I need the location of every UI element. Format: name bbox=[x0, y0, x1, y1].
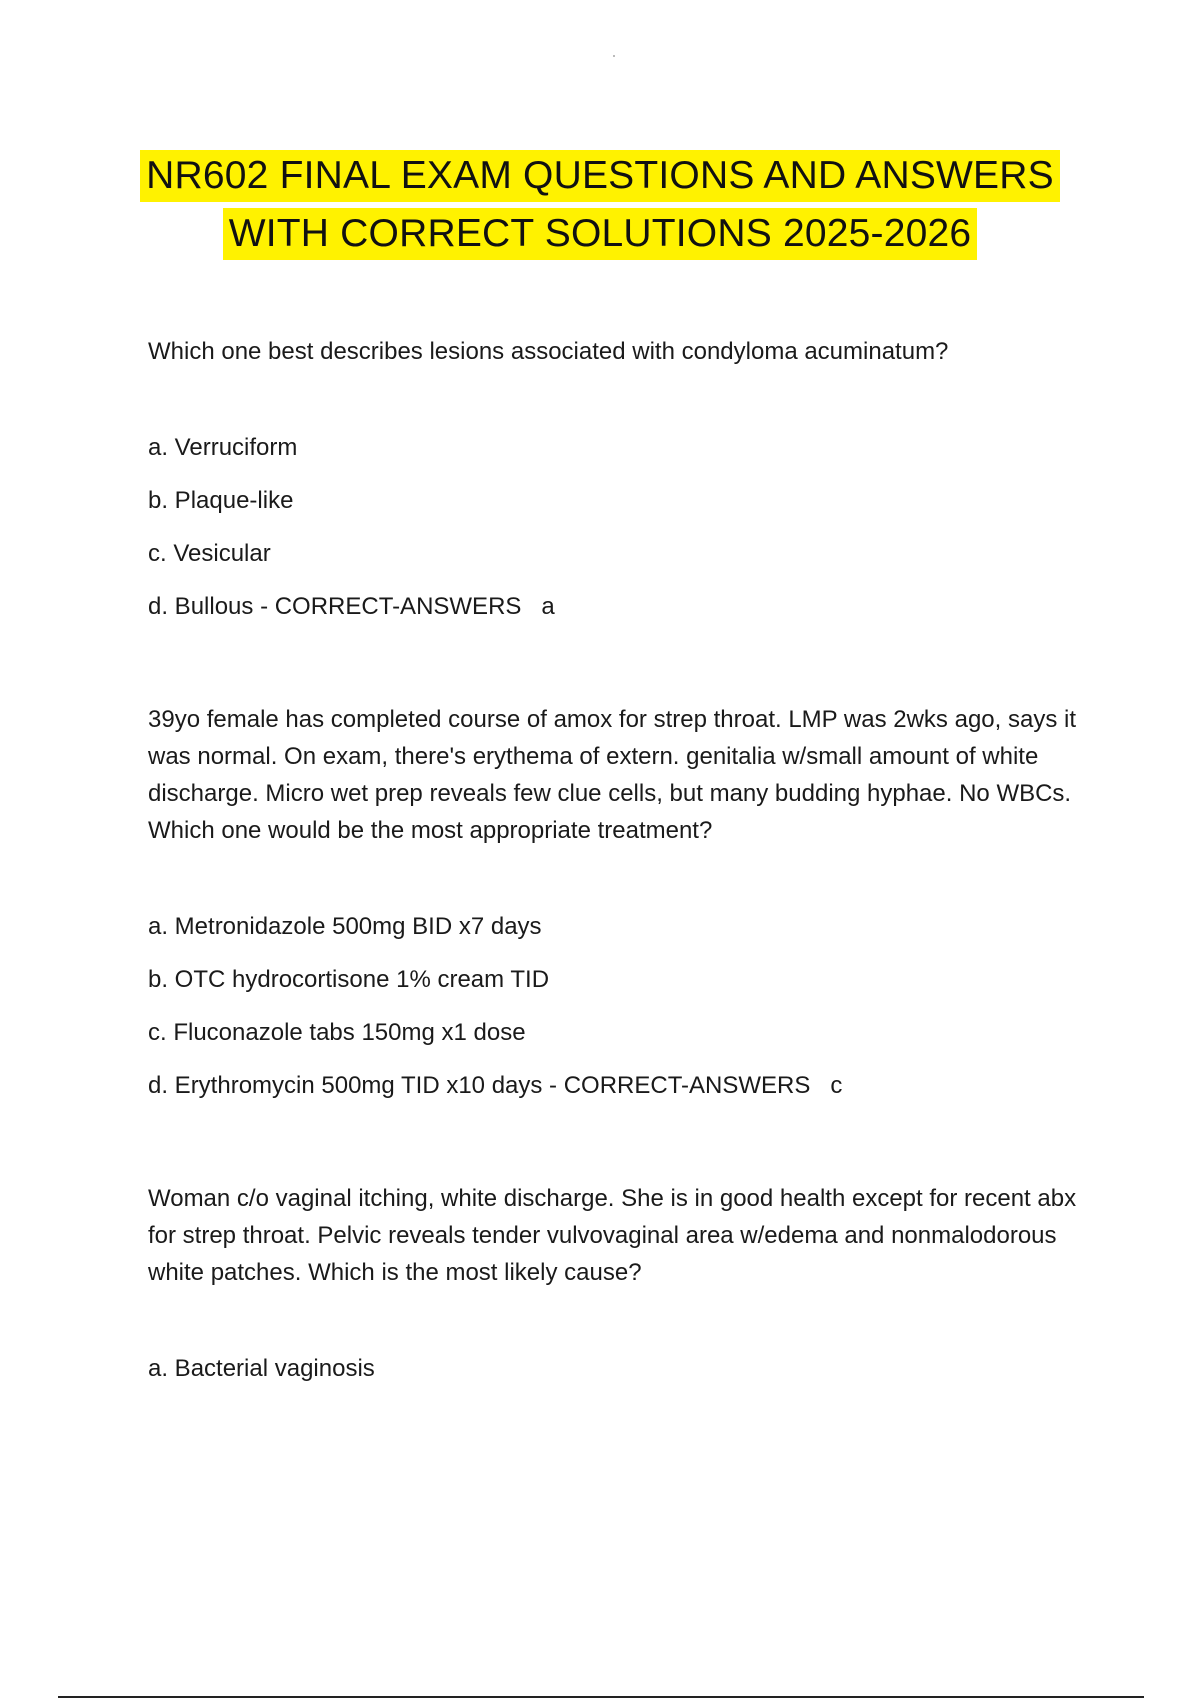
option-b: b. Plaque-like bbox=[148, 487, 294, 514]
title-line-1: NR602 FINAL EXAM QUESTIONS AND ANSWERS bbox=[140, 150, 1060, 202]
document-title bbox=[0, 150, 1200, 266]
correct-answer: c bbox=[830, 1072, 843, 1099]
question-text: Woman c/o vaginal itching, white discharge. She is in good health except for recent abx for strep throat. Pelvic reveals tender vulvovaginal area w/edema and nonmalodorous white patches. Which is the most likely cause? bbox=[148, 1185, 1077, 1286]
option-d bbox=[148, 580, 1098, 633]
title-line-2: WITH CORRECT SOLUTIONS 2025-2026 bbox=[223, 208, 978, 260]
scan-speck bbox=[613, 55, 615, 57]
question-text: 39yo female has completed course of amox for strep throat. LMP was 2wks ago, says it was normal. On exam, there's erythema of extern. genitalia w/small amount of white discharge. Micro wet prep reveals few clue cells, but many budding hyphae. No WBCs. Which one would be the most appropriate treatment? bbox=[148, 706, 1076, 844]
question-block-2 bbox=[148, 701, 1098, 1112]
option-c: c. Vesicular bbox=[148, 540, 271, 567]
option-b: b. OTC hydrocortisone 1% cream TID bbox=[148, 966, 550, 993]
option-d-text: d. Erythromycin 500mg TID x10 days - CORRECT-ANSWERS bbox=[148, 1072, 811, 1099]
option-d-text: d. Bullous - CORRECT-ANSWERS bbox=[148, 593, 522, 620]
question-list bbox=[148, 333, 1098, 1395]
option-a: a. Verruciform bbox=[148, 434, 298, 461]
correct-answer: a bbox=[541, 593, 555, 620]
option-c: c. Fluconazole tabs 150mg x1 dose bbox=[148, 1019, 526, 1046]
question-block-1 bbox=[148, 333, 1098, 633]
option-a: a. Metronidazole 500mg BID x7 days bbox=[148, 913, 542, 940]
option-a: a. Bacterial vaginosis bbox=[148, 1355, 375, 1382]
page-bottom-rule bbox=[58, 1696, 1144, 1698]
question-block-3 bbox=[148, 1180, 1098, 1395]
option-d bbox=[148, 1059, 1098, 1112]
question-text: Which one best describes lesions associated with condyloma acuminatum? bbox=[148, 338, 949, 365]
